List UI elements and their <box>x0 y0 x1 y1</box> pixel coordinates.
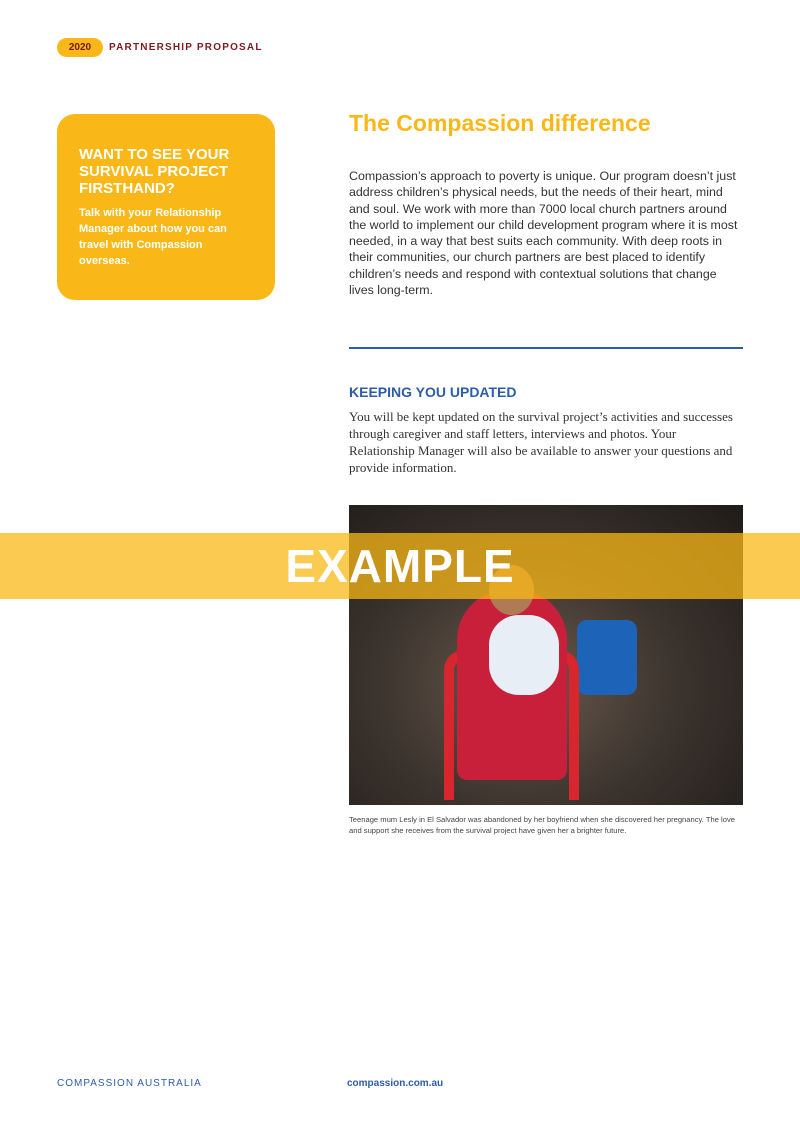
intro-paragraph: Compassion’s approach to poverty is unique. Our program doesn’t just address children’s physical needs, but the needs of their heart, mind and soul. We work with more than 7000 local church partners around the world to implement our child development program where it is most needed, in a way that best suits each community. With deep roots in their communities, our church partners are best placed to identify children’s needs and respond with contextual solutions that change lives long-term. <box>349 169 738 298</box>
photo-barrel <box>577 620 637 695</box>
page-title: The Compassion difference <box>349 110 651 136</box>
example-watermark: EXAMPLE <box>0 533 800 599</box>
footer-url[interactable]: compassion.com.au <box>347 1078 444 1089</box>
photo-baby <box>489 615 559 695</box>
header-title: PARTNERSHIP PROPOSAL <box>109 42 263 53</box>
footer-org: COMPASSION AUSTRALIA <box>57 1078 202 1089</box>
photo-caption: Teenage mum Lesly in El Salvador was abandoned by her boyfriend when she discovered her pregnancy. The love and support she receives from the survival project have given her a brighter future. <box>349 815 735 835</box>
year-badge: 2020 <box>57 38 103 57</box>
updates-paragraph: You will be kept updated on the survival project’s activities and successes through caregiver and staff letters, interviews and photos. Your Relationship Manager will also be available to answer your questions and provide information. <box>349 409 733 475</box>
divider <box>349 347 743 349</box>
callout-box <box>57 114 275 300</box>
callout-heading: WANT TO SEE YOUR SURVIVAL PROJECT FIRSTHAND? <box>79 146 230 197</box>
subheading: KEEPING YOU UPDATED <box>349 384 517 400</box>
callout-body: Talk with your Relationship Manager about how you can travel with Compassion overseas. <box>79 207 227 267</box>
